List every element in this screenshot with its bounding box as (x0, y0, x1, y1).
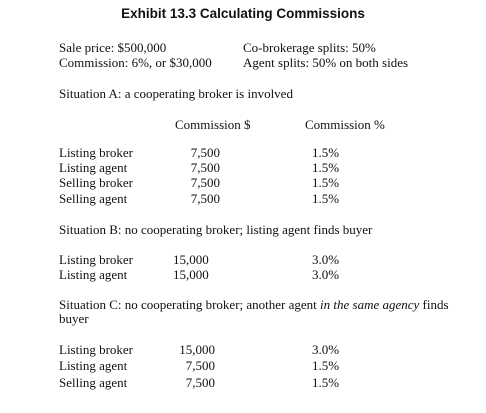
commission-percent: 1.5% (312, 145, 340, 160)
role-label: Listing agent (59, 160, 128, 175)
situation-c-heading-text: Situation C: no cooperating broker; another agent (59, 297, 321, 312)
commission-dollars: 15,000 (173, 267, 209, 282)
commission-dollars: 7,500 (190, 145, 220, 160)
situation-b-heading: Situation B: no cooperating broker; listing agent finds buyer (59, 222, 373, 237)
column-header-dollars: Commission $ (175, 117, 251, 132)
sale-price-text: Sale price: $500,000 (59, 40, 167, 55)
situation-a-heading: Situation A: a cooperating broker is involved (59, 86, 293, 101)
role-label: Listing broker (59, 145, 134, 160)
situation-c-heading-tail: finds buyer (59, 297, 449, 326)
commission-dollars: 15,000 (179, 342, 215, 357)
commission-dollars: 7,500 (185, 375, 215, 390)
commission-percent: 1.5% (312, 375, 340, 390)
commission-percent: 1.5% (312, 160, 340, 175)
commission-percent: 3.0% (312, 342, 340, 357)
commission-dollars: 15,000 (173, 252, 209, 267)
commission-text: Commission: 6%, or $30,000 (59, 55, 212, 70)
role-label: Selling agent (59, 375, 128, 390)
commission-percent: 3.0% (312, 267, 340, 282)
commission-percent: 3.0% (312, 252, 340, 267)
commission-dollars: 7,500 (190, 175, 220, 190)
role-label: Listing broker (59, 342, 134, 357)
agent-splits-text: Agent splits: 50% on both sides (243, 55, 409, 70)
role-label: Listing agent (59, 267, 128, 282)
role-label: Selling agent (59, 191, 128, 206)
situation-c-heading-emphasis: in the same agency (320, 297, 420, 312)
commission-percent: 1.5% (312, 358, 340, 373)
commission-percent: 1.5% (312, 175, 340, 190)
commission-dollars: 7,500 (190, 160, 220, 175)
commission-dollars: 7,500 (190, 191, 220, 206)
exhibit-title: Exhibit 13.3 Calculating Commissions (121, 6, 365, 21)
role-label: Selling broker (59, 175, 134, 190)
role-label: Listing agent (59, 358, 128, 373)
commission-dollars: 7,500 (185, 358, 215, 373)
co-brokerage-text: Co-brokerage splits: 50% (243, 40, 376, 55)
column-header-percent: Commission % (305, 117, 385, 132)
role-label: Listing broker (59, 252, 134, 267)
situation-c-heading (59, 298, 469, 326)
commission-percent: 1.5% (312, 191, 340, 206)
